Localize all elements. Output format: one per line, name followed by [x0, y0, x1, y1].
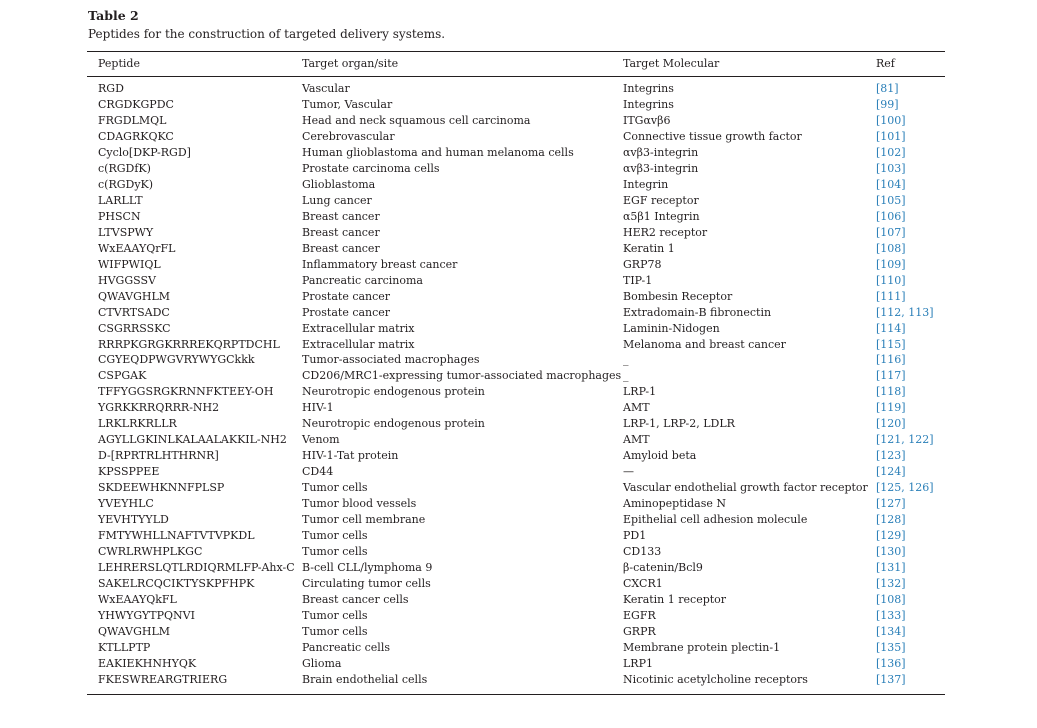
- table-caption: Peptides for the construction of targeted delivery systems.: [88, 27, 446, 41]
- cell-ref[interactable]: [105]: [876, 193, 906, 207]
- cell-ref[interactable]: [103]: [876, 161, 906, 175]
- cell-ref[interactable]: [106]: [876, 209, 906, 223]
- cell-peptide: CGYEQDPWGVRYWYGCkkk: [98, 353, 255, 367]
- cell-target-molecular: HER2 receptor: [623, 225, 708, 239]
- cell-ref[interactable]: [127]: [876, 497, 906, 511]
- cell-ref[interactable]: [109]: [876, 257, 906, 271]
- cell-peptide: c(RGDfK): [98, 161, 151, 175]
- cell-target-molecular: Vascular endothelial growth factor receptor: [623, 481, 868, 495]
- cell-target-organ: Pancreatic carcinoma: [302, 273, 423, 287]
- table-label: Table 2: [88, 8, 139, 23]
- cell-peptide: YEVHTYYLD: [98, 513, 169, 527]
- header-target-molecular: Target Molecular: [623, 57, 720, 70]
- cell-target-molecular: β-catenin/Bcl9: [623, 561, 703, 575]
- cell-target-organ: HIV-1-Tat protein: [302, 449, 399, 463]
- cell-peptide: YGRKKRRQRRR-NH2: [98, 401, 220, 415]
- cell-target-molecular: Extradomain-B fibronectin: [623, 305, 772, 319]
- cell-ref[interactable]: [110]: [876, 273, 906, 287]
- cell-ref[interactable]: [108]: [876, 593, 906, 607]
- cell-peptide: PHSCN: [98, 209, 141, 223]
- cell-peptide: AGYLLGKINLKALAALAKKIL-NH2: [98, 433, 287, 447]
- cell-target-organ: Prostate cancer: [302, 289, 391, 303]
- cell-target-molecular: AMT: [623, 433, 650, 447]
- cell-target-molecular: Keratin 1: [623, 241, 675, 255]
- cell-peptide: CSPGAK: [98, 369, 147, 383]
- cell-target-organ: Tumor, Vascular: [302, 97, 393, 111]
- cell-ref[interactable]: [100]: [876, 113, 906, 127]
- cell-target-molecular: GRP78: [623, 257, 662, 271]
- cell-target-molecular: Epithelial cell adhesion molecule: [623, 513, 808, 527]
- cell-target-organ: Tumor cells: [302, 481, 368, 495]
- cell-target-organ: Extracellular matrix: [302, 321, 415, 335]
- cell-ref[interactable]: [107]: [876, 225, 906, 239]
- cell-target-organ: Prostate carcinoma cells: [302, 161, 440, 175]
- cell-peptide: QWAVGHLM: [98, 624, 171, 638]
- cell-peptide: WxEAAYQkFL: [98, 593, 177, 607]
- cell-target-molecular: LRP-1, LRP-2, LDLR: [623, 417, 735, 431]
- cell-target-molecular: LRP-1: [623, 385, 657, 399]
- cell-target-organ: Extracellular matrix: [302, 337, 415, 351]
- cell-target-organ: Tumor blood vessels: [302, 497, 417, 511]
- cell-peptide: CTVRTSADC: [98, 305, 170, 319]
- cell-peptide: KPSSPPEE: [98, 465, 160, 479]
- cell-target-organ: Breast cancer cells: [302, 593, 409, 607]
- cell-peptide: SKDEEWHKNNFPLSP: [98, 481, 225, 495]
- cell-target-organ: Brain endothelial cells: [302, 672, 428, 686]
- cell-peptide: CDAGRKQKC: [98, 129, 174, 143]
- cell-target-organ: Cerebrovascular: [302, 129, 395, 143]
- cell-peptide: D-[RPRTRLHTHRNR]: [98, 449, 219, 463]
- cell-peptide: Cyclo[DKP-RGD]: [98, 145, 191, 159]
- cell-ref[interactable]: [137]: [876, 672, 906, 686]
- cell-target-molecular: Melanoma and breast cancer: [623, 337, 786, 351]
- cell-target-molecular: CXCR1: [623, 577, 663, 591]
- cell-ref[interactable]: [108]: [876, 241, 906, 255]
- cell-ref[interactable]: [133]: [876, 609, 906, 622]
- cell-target-organ: Tumor cells: [302, 609, 368, 622]
- cell-peptide: SAKELRCQCIKTYSKPFHPK: [98, 577, 255, 591]
- table-bottom-rule: [87, 694, 945, 695]
- cell-ref[interactable]: [102]: [876, 145, 906, 159]
- cell-peptide: FRGDLMQL: [98, 113, 167, 127]
- cell-target-molecular: Nicotinic acetylcholine receptors: [623, 672, 808, 686]
- cell-target-molecular: Membrane protein plectin-1: [623, 640, 781, 654]
- cell-peptide: HVGGSSV: [98, 273, 156, 287]
- cell-target-molecular: —: [623, 465, 634, 479]
- cell-peptide: LARLLT: [98, 193, 143, 207]
- header-target-organ: Target organ/site: [302, 57, 399, 70]
- cell-target-organ: Tumor-associated macrophages: [302, 353, 480, 367]
- cell-target-molecular: EGFR: [623, 609, 656, 622]
- cell-peptide: CWRLRWHPLKGC: [98, 545, 203, 559]
- cell-ref[interactable]: [101]: [876, 129, 906, 143]
- cell-target-molecular: _: [623, 369, 629, 383]
- cell-target-organ: Breast cancer: [302, 241, 380, 255]
- cell-target-molecular: ITGαvβ6: [623, 113, 671, 127]
- cell-target-molecular: EGF receptor: [623, 193, 699, 207]
- cell-peptide: FMTYWHLLNAFTVTVPKDL: [98, 529, 255, 543]
- cell-ref[interactable]: [99]: [876, 97, 899, 111]
- cell-target-organ: Human glioblastoma and human melanoma cells: [302, 145, 574, 159]
- cell-ref[interactable]: [116]: [876, 353, 906, 367]
- cell-peptide: LEHRERSLQTLRDIQRMLFP-Ahx-C: [98, 561, 295, 575]
- cell-peptide: WIFPWIQL: [98, 257, 161, 271]
- cell-ref[interactable]: [115]: [876, 337, 906, 351]
- cell-ref[interactable]: [120]: [876, 417, 906, 431]
- cell-ref[interactable]: [125, 126]: [876, 481, 934, 495]
- cell-target-molecular: GRPR: [623, 624, 656, 638]
- cell-target-organ: Tumor cell membrane: [302, 513, 426, 527]
- cell-target-molecular: AMT: [623, 401, 650, 415]
- cell-peptide: RGD: [98, 82, 124, 95]
- header-ref: Ref: [876, 57, 895, 70]
- cell-ref[interactable]: [114]: [876, 321, 906, 335]
- cell-ref[interactable]: [134]: [876, 624, 906, 638]
- cell-target-molecular: Laminin-Nidogen: [623, 321, 720, 335]
- cell-target-organ: Vascular: [302, 82, 350, 95]
- cell-target-organ: CD206/MRC1-expressing tumor-associated macrophages: [302, 369, 622, 383]
- cell-target-molecular: Integrin: [623, 177, 669, 191]
- cell-ref[interactable]: [104]: [876, 177, 906, 191]
- cell-target-organ: Lung cancer: [302, 193, 372, 207]
- cell-target-organ: Breast cancer: [302, 225, 380, 239]
- cell-peptide: YVEYHLC: [98, 497, 154, 511]
- cell-peptide: LTVSPWY: [98, 225, 154, 239]
- cell-peptide: QWAVGHLM: [98, 289, 171, 303]
- cell-ref[interactable]: [112, 113]: [876, 305, 934, 319]
- cell-ref[interactable]: [135]: [876, 640, 906, 654]
- cell-target-molecular: TIP-1: [623, 273, 653, 287]
- cell-peptide: CRGDKGPDC: [98, 97, 174, 111]
- cell-target-organ: Pancreatic cells: [302, 640, 390, 654]
- cell-target-organ: Tumor cells: [302, 545, 368, 559]
- cell-target-organ: Glioblastoma: [302, 177, 376, 191]
- cell-peptide: CSGRRSSKC: [98, 321, 171, 335]
- cell-target-molecular: Keratin 1 receptor: [623, 593, 727, 607]
- cell-target-organ: Tumor cells: [302, 529, 368, 543]
- cell-target-organ: Neurotropic endogenous protein: [302, 385, 485, 399]
- cell-target-organ: Prostate cancer: [302, 305, 391, 319]
- cell-target-organ: CD44: [302, 465, 334, 479]
- cell-target-molecular: Bombesin Receptor: [623, 289, 733, 303]
- cell-ref[interactable]: [132]: [876, 577, 906, 591]
- cell-ref[interactable]: [123]: [876, 449, 906, 463]
- cell-target-organ: HIV-1: [302, 401, 334, 415]
- cell-target-molecular: PD1: [623, 529, 647, 543]
- cell-peptide: TFFYGGSRGKRNNFKTEEY-OH: [98, 385, 274, 399]
- cell-target-organ: Glioma: [302, 656, 342, 670]
- cell-peptide: RRRPKGRGKRRREKQRPTDCHL: [98, 337, 280, 351]
- cell-target-molecular: _: [623, 353, 629, 367]
- cell-ref[interactable]: [128]: [876, 513, 906, 527]
- cell-target-organ: Tumor cells: [302, 624, 368, 638]
- cell-target-organ: B-cell CLL/lymphoma 9: [302, 561, 433, 575]
- cell-target-molecular: Amyloid beta: [623, 449, 697, 463]
- cell-peptide: YHWYGYTPQNVI: [98, 609, 195, 622]
- cell-peptide: c(RGDyK): [98, 177, 154, 191]
- cell-ref[interactable]: [130]: [876, 545, 906, 559]
- cell-peptide: LRKLRKRLLR: [98, 417, 177, 431]
- cell-ref[interactable]: [121, 122]: [876, 433, 934, 447]
- cell-target-molecular: Connective tissue growth factor: [623, 129, 802, 143]
- cell-peptide: KTLLPTP: [98, 640, 151, 654]
- cell-target-molecular: α5β1 Integrin: [623, 209, 700, 223]
- cell-ref[interactable]: [136]: [876, 656, 906, 670]
- cell-ref[interactable]: [119]: [876, 401, 906, 415]
- cell-target-organ: Head and neck squamous cell carcinoma: [302, 113, 531, 127]
- cell-target-molecular: LRP1: [623, 656, 653, 670]
- cell-peptide: FKESWREARGTRIERG: [98, 672, 228, 686]
- cell-target-molecular: Integrins: [623, 82, 674, 95]
- cell-ref[interactable]: [118]: [876, 385, 906, 399]
- cell-target-molecular: CD133: [623, 545, 662, 559]
- cell-ref[interactable]: [81]: [876, 82, 899, 95]
- cell-target-organ: Neurotropic endogenous protein: [302, 417, 485, 431]
- cell-ref[interactable]: [111]: [876, 289, 906, 303]
- cell-peptide: EAKIEKHNHYQK: [98, 656, 197, 670]
- cell-target-organ: Venom: [302, 433, 340, 447]
- cell-ref[interactable]: [117]: [876, 369, 906, 383]
- cell-peptide: WxEAAYQrFL: [98, 241, 176, 255]
- cell-target-organ: Circulating tumor cells: [302, 577, 431, 591]
- cell-ref[interactable]: [131]: [876, 561, 906, 575]
- cell-ref[interactable]: [124]: [876, 465, 906, 479]
- cell-ref[interactable]: [129]: [876, 529, 906, 543]
- cell-target-molecular: Aminopeptidase N: [623, 497, 727, 511]
- header-peptide: Peptide: [98, 57, 140, 70]
- cell-target-molecular: αvβ3-integrin: [623, 145, 699, 159]
- cell-target-molecular: Integrins: [623, 97, 674, 111]
- cell-target-molecular: αvβ3-integrin: [623, 161, 699, 175]
- cell-target-organ: Inflammatory breast cancer: [302, 257, 458, 271]
- cell-target-organ: Breast cancer: [302, 209, 380, 223]
